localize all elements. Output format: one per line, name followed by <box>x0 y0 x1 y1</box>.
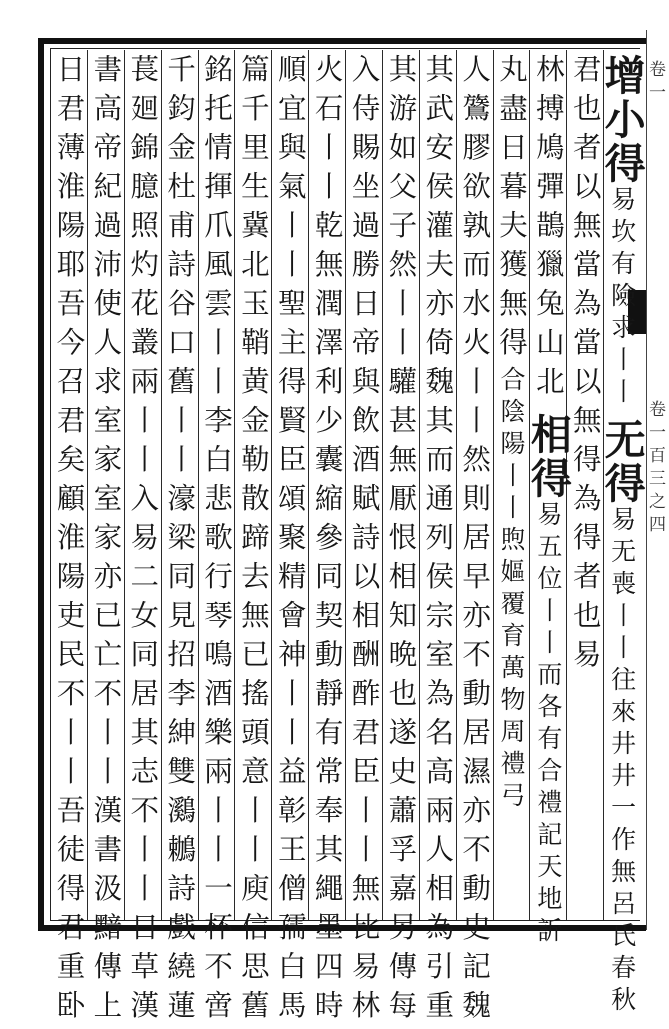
column-text: 其游如父子然丨丨驩甚無厭恨相知晩也遂史蕭孚嘉另傳每 <box>384 54 418 1029</box>
column-text: 易无喪丨丨往來井井一作無呂氏春秋 <box>607 506 637 1018</box>
column-text: 順宜與氣丨丨聖主得賢臣頌聚精會神丨丨益彰王僧孺白馬 <box>273 54 307 1029</box>
text-column <box>417 54 457 1029</box>
entry-heading: 无得 <box>597 418 646 506</box>
text-column <box>597 54 646 1018</box>
margin-top-text: 卷一 <box>645 60 665 106</box>
text-column <box>454 54 494 1029</box>
column-text: 求丨丨 <box>607 314 637 410</box>
text-column <box>523 54 572 949</box>
column-text: 易坎有險 <box>607 186 637 314</box>
text-column <box>343 54 383 1029</box>
text-column <box>48 54 88 1029</box>
column-text: 丸盡日暮夫獲無得 <box>494 54 528 366</box>
text-column <box>491 54 531 920</box>
text-column <box>159 54 199 1029</box>
column-text: 日君薄淮陽耶吾今召君矣顧淮陽吏民不丨丨吾徒得君重卧 <box>52 54 86 1029</box>
column-text: 萇廻錦臆照灼花叢兩丨丨入易二女同居其志不丨丨日草漢 <box>126 54 160 1029</box>
text-column <box>307 54 347 1029</box>
column-text: 入侍賜坐過勝日帝與飲酒賦詩以相酬酢君臣丨丨無比易林 <box>347 54 381 1029</box>
column-text: 合陰陽丨丨煦嫗覆育萬物周禮弓 <box>496 366 526 814</box>
column-text: 其武安侯灌夫亦倚魏其而通列侯宗室為名高兩人相為引重 <box>421 54 455 1029</box>
column-text: 篇千里生冀北玉鞘黄金勒散蹄去無已搖頭意丨丨庾信思舊 <box>236 54 270 1029</box>
column-text: 書高帝紀過沛使人求室家室家亦已亡不丨丨漢書汲黯傳上 <box>89 54 123 1029</box>
column-text: 林搏鳩彈鵲獵兔山北 <box>531 54 565 405</box>
column-text: 人鷟膠欲孰而水火丨丨然則居早亦不動居濕亦不動史記魏 <box>458 54 492 1029</box>
text-column <box>85 54 125 1029</box>
text-column <box>196 54 236 1029</box>
text-column <box>233 54 273 1029</box>
column-text: 君也者以無當為當以無得為得者也易 <box>568 54 602 678</box>
text-column <box>122 54 162 1029</box>
column-text: 銘托情揮爪風雲丨丨李白悲歌行琴鳴酒樂兩丨丨一杯不啻 <box>199 54 233 1029</box>
margin-folio-text: 卷一百三之四 <box>645 400 665 538</box>
entry-heading: 相得 <box>523 413 572 501</box>
text-column <box>380 54 420 1029</box>
text-column <box>270 54 310 1029</box>
column-text: 千鈞金杜甫詩谷口舊丨丨濠梁同見招李紳雙鸂鶒詩戲繞蓮 <box>163 54 197 1029</box>
column-text: 火石丨丨乾無潤澤利少囊縮參同契動靜有常奉其繩墨四時 <box>310 54 344 1029</box>
column-text: 易五位丨丨而各有合禮記天地訢 <box>533 501 563 949</box>
entry-heading: 增小得 <box>597 54 646 186</box>
